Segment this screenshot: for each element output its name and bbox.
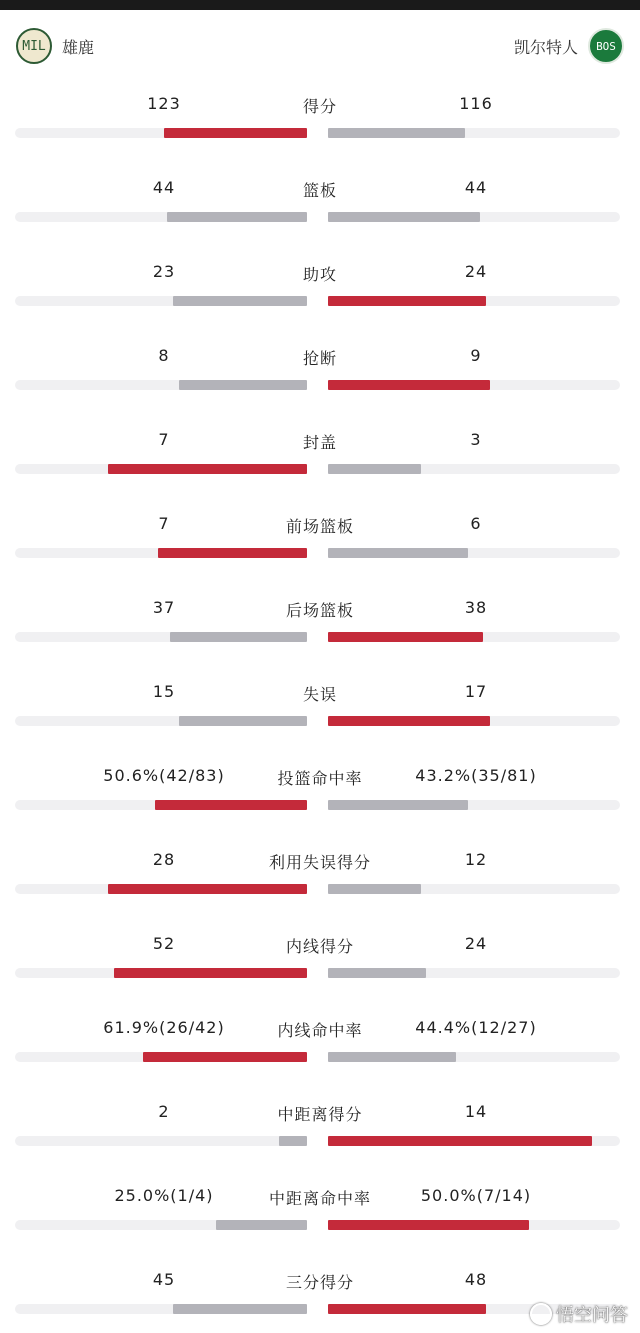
stat-row — [0, 1078, 640, 1162]
home-bar-track — [15, 1220, 307, 1230]
stat-label: 三分得分 — [285, 1273, 355, 1292]
away-bar-track — [328, 128, 620, 138]
home-stat-value: 8 — [158, 346, 170, 365]
home-stat-value: 37 — [152, 598, 176, 617]
stat-label: 投篮命中率 — [277, 769, 363, 788]
away-bar-fill — [328, 716, 490, 726]
home-bar-fill — [158, 548, 307, 558]
stat-row — [0, 574, 640, 658]
home-bar-fill — [108, 884, 307, 894]
home-stat-value: 7 — [158, 514, 170, 533]
stat-label: 篮板 — [302, 181, 338, 200]
home-bar-fill — [155, 800, 307, 810]
away-bar-fill — [328, 1052, 456, 1062]
stat-label: 后场篮板 — [285, 601, 355, 620]
home-bar-fill — [179, 380, 307, 390]
away-bar-track — [328, 1052, 620, 1062]
away-stat-value: 43.2%(35/81) — [415, 766, 537, 785]
away-team — [504, 26, 624, 66]
stat-label: 封盖 — [302, 433, 338, 452]
home-stat-value: 28 — [152, 850, 176, 869]
stat-label: 中距离得分 — [277, 1105, 363, 1124]
home-bar-fill — [173, 296, 307, 306]
home-bar-fill — [108, 464, 307, 474]
watermark-text: 悟空问答 — [556, 1305, 628, 1326]
status-bar — [0, 0, 640, 10]
home-stat-value: 61.9%(26/42) — [103, 1018, 225, 1037]
home-stat-value: 123 — [147, 94, 181, 113]
away-team-name: 凯尔特人 — [513, 37, 578, 57]
stat-row — [0, 742, 640, 826]
away-stat-value: 44 — [464, 178, 488, 197]
away-bar-fill — [328, 128, 465, 138]
away-bar-track — [328, 548, 620, 558]
stat-label: 中距离命中率 — [268, 1189, 372, 1208]
away-stat-value: 12 — [464, 850, 488, 869]
away-bar-track — [328, 212, 620, 222]
home-bar-fill — [114, 968, 307, 978]
stat-label: 得分 — [302, 97, 338, 116]
away-bar-track — [328, 968, 620, 978]
away-stat-value: 50.0%(7/14) — [420, 1186, 532, 1205]
home-bar-fill — [279, 1136, 307, 1146]
home-bar-fill — [164, 128, 307, 138]
home-stat-value: 25.0%(1/4) — [114, 1186, 214, 1205]
away-bar-fill — [328, 1304, 486, 1314]
home-bar-track — [15, 884, 307, 894]
home-bar-track — [15, 1304, 307, 1314]
home-bar-track — [15, 1052, 307, 1062]
away-bar-fill — [328, 968, 426, 978]
away-bar-fill — [328, 548, 468, 558]
away-bar-fill — [328, 1136, 592, 1146]
away-stat-value: 17 — [464, 682, 488, 701]
stat-label: 前场篮板 — [285, 517, 355, 536]
home-bar-track — [15, 1136, 307, 1146]
home-team — [16, 26, 104, 66]
celtics-logo-icon: BOS — [588, 28, 624, 64]
home-stat-value: 52 — [152, 934, 176, 953]
away-stat-value: 24 — [464, 934, 488, 953]
home-stat-value: 7 — [158, 430, 170, 449]
home-bar-track — [15, 800, 307, 810]
home-stat-value: 45 — [152, 1270, 176, 1289]
away-bar-fill — [328, 1220, 529, 1230]
stat-row — [0, 154, 640, 238]
home-bar-track — [15, 632, 307, 642]
away-bar-track — [328, 632, 620, 642]
stat-label: 内线命中率 — [277, 1021, 363, 1040]
stat-comparison-list — [0, 70, 640, 1330]
stat-row — [0, 322, 640, 406]
away-bar-track — [328, 800, 620, 810]
stat-row — [0, 910, 640, 994]
stat-row — [0, 490, 640, 574]
away-stat-value: 116 — [459, 94, 493, 113]
home-bar-track — [15, 716, 307, 726]
away-bar-track — [328, 1220, 620, 1230]
away-bar-fill — [328, 380, 490, 390]
stat-row — [0, 238, 640, 322]
away-stat-value: 38 — [464, 598, 488, 617]
watermark — [530, 1301, 628, 1327]
away-stat-value: 3 — [470, 430, 482, 449]
stat-label: 抢断 — [302, 349, 338, 368]
stat-label: 利用失误得分 — [268, 853, 372, 872]
home-bar-fill — [179, 716, 307, 726]
home-bar-fill — [143, 1052, 307, 1062]
home-bar-track — [15, 380, 307, 390]
stat-label: 助攻 — [302, 265, 338, 284]
stat-row — [0, 826, 640, 910]
home-bar-track — [15, 968, 307, 978]
home-stat-value: 23 — [152, 262, 176, 281]
home-stat-value: 50.6%(42/83) — [103, 766, 225, 785]
away-stat-value: 9 — [470, 346, 482, 365]
away-stat-value: 24 — [464, 262, 488, 281]
away-bar-track — [328, 1136, 620, 1146]
away-bar-fill — [328, 296, 486, 306]
stat-row — [0, 70, 640, 154]
stat-row — [0, 406, 640, 490]
stat-row — [0, 994, 640, 1078]
away-stat-value: 44.4%(12/27) — [415, 1018, 537, 1037]
stat-row — [0, 1162, 640, 1246]
bucks-logo-icon: MIL — [16, 28, 52, 64]
away-bar-fill — [328, 464, 421, 474]
away-bar-track — [328, 884, 620, 894]
away-bar-fill — [328, 800, 468, 810]
home-bar-track — [15, 296, 307, 306]
away-bar-track — [328, 464, 620, 474]
away-bar-fill — [328, 632, 483, 642]
stat-row — [0, 658, 640, 742]
away-stat-value: 6 — [470, 514, 482, 533]
home-bar-fill — [216, 1220, 307, 1230]
away-bar-track — [328, 716, 620, 726]
away-bar-fill — [328, 884, 421, 894]
away-bar-track — [328, 380, 620, 390]
home-bar-track — [15, 212, 307, 222]
home-bar-track — [15, 548, 307, 558]
home-stat-value: 15 — [152, 682, 176, 701]
home-bar-fill — [170, 632, 307, 642]
home-bar-fill — [173, 1304, 307, 1314]
away-stat-value: 14 — [464, 1102, 488, 1121]
wukong-logo-icon — [530, 1303, 552, 1325]
home-bar-fill — [167, 212, 307, 222]
home-bar-track — [15, 464, 307, 474]
home-bar-track — [15, 128, 307, 138]
home-team-name: 雄鹿 — [62, 37, 95, 57]
stat-label: 内线得分 — [285, 937, 355, 956]
away-bar-track — [328, 296, 620, 306]
home-stat-value: 44 — [152, 178, 176, 197]
stat-label: 失误 — [302, 685, 338, 704]
away-stat-value: 48 — [464, 1270, 488, 1289]
away-bar-fill — [328, 212, 480, 222]
home-stat-value: 2 — [158, 1102, 170, 1121]
